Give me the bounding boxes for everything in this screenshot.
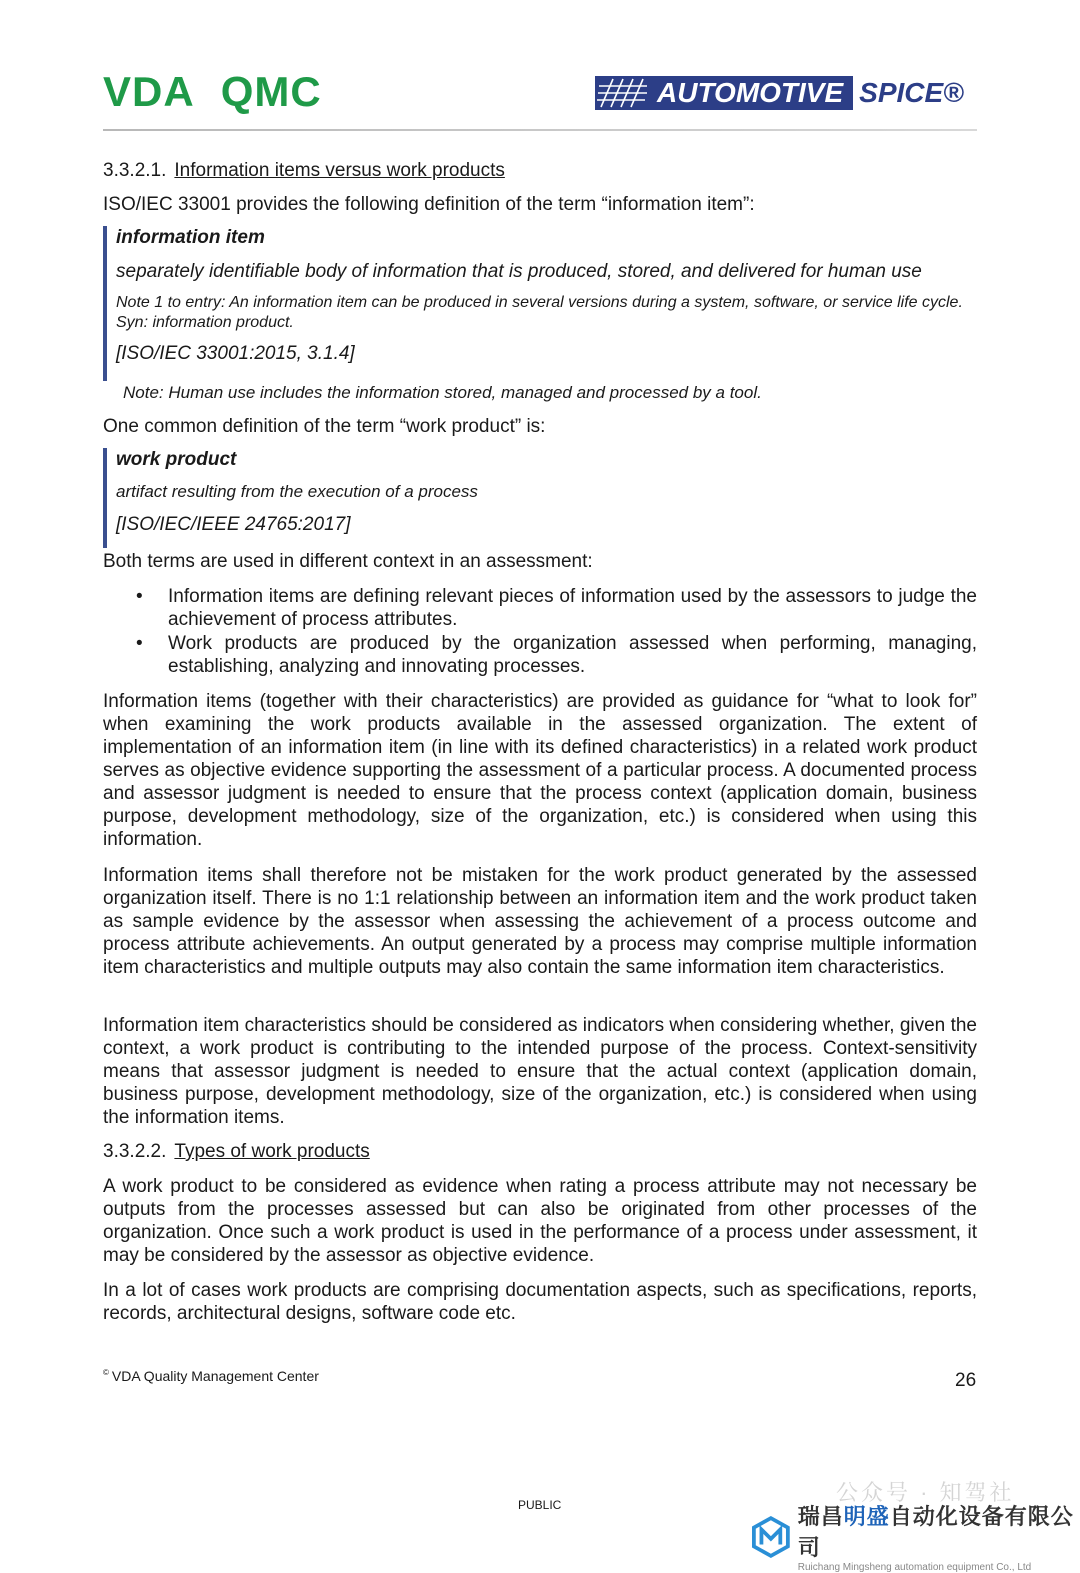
info-items-paragraph-2: Information items shall therefore not be mistaken for the work product generated by the assessed organization itself. There is no 1:1 relationship between an information item and the work product taken as sample evidence by the assessor when assessing the achievement of a process outcome and process attribute achievements. An output generated by a process may comprise multiple information item characteristics and multiple outputs may also contain the same information item characteristics. <box>103 865 977 978</box>
section-number: 3.3.2.1. <box>103 160 167 181</box>
both-terms-paragraph: Both terms are used in different context in an assessment: <box>103 551 593 572</box>
iso-intro-paragraph: ISO/IEC 33001 provides the following definition of the term “information item”: <box>103 194 755 215</box>
list-item: • Work products are produced by the organization assessed when performing, managing, establishing, analyzing and innovating processes. <box>103 632 977 678</box>
company-name-en: Ruichang Mingsheng automation equipment Co., Ltd <box>797 1562 1032 1573</box>
faint-watermark-text: 公众号 · 知驾社 <box>836 1480 1015 1505</box>
vda-logo-text: VDA <box>103 68 195 115</box>
automotive-spice-logo <box>595 76 964 110</box>
vda-qmc-logo <box>103 68 322 116</box>
info-items-paragraph-3: Information item characteristics should be considered as indicators when considering whether, given the context, a work product is contributing to the intended purpose of the process. Context-sensitivity means that assessor judgment is needed to ensure that the actual context (application domain, business purpose, development methodology, size of the organization, etc.) is considered when using the information items. <box>103 1015 977 1128</box>
section-number: 3.3.2.2. <box>103 1141 167 1162</box>
spice-text: SPICE® <box>859 77 964 108</box>
company-logo-icon <box>752 1515 790 1559</box>
definition-text: separately identifiable body of information that is produced, stored, and delivered for human use <box>116 261 922 282</box>
section-title: Types of work products <box>174 1141 370 1162</box>
work-product-intro-paragraph: One common definition of the term “work product” is: <box>103 416 546 437</box>
definition-block-work-product <box>103 448 977 548</box>
list-item: • Information items are defining relevant pieces of information used by the assessors to judge the achievement of process attributes. <box>103 585 977 631</box>
definition-reference: [ISO/IEC 33001:2015, 3.1.4] <box>116 343 355 364</box>
types-paragraph-1: A work product to be considered as evidence when rating a process attribute may not necessary be outputs from the processes assessed but can also be originated from other processes of the organization. Once such a work product is used in the performance of a process under assessment, it may be considered by the assessor as objective evidence. <box>103 1176 977 1266</box>
types-paragraph-2: In a lot of cases work products are comprising documentation aspects, such as specifications, reports, records, architectural designs, software code etc. <box>103 1280 977 1324</box>
automotive-spice-bar <box>595 76 853 110</box>
section-heading-3-3-2-1 <box>103 159 977 182</box>
definition-text: artifact resulting from the execution of a process <box>116 482 478 501</box>
globe-grid-icon <box>597 77 651 109</box>
company-name-cn: 瑞昌明盛自动化设备有限公司 <box>797 1504 1074 1560</box>
definition-term: work product <box>116 449 237 470</box>
definition-reference: [ISO/IEC/IEEE 24765:2017] <box>116 514 351 535</box>
classification-label: PUBLIC <box>518 1498 562 1512</box>
definition-note: Note 1 to entry: An information item can be produced in several versions during a system, software, or service life cycle. Syn: information product. <box>116 294 963 331</box>
bullet-list <box>103 585 977 678</box>
copyright-symbol: © <box>103 1368 109 1378</box>
footer-copyright <box>103 1368 319 1384</box>
info-items-paragraph-1: Information items (together with their characteristics) are provided as guidance for “what to look for” when examining the work products available in the assessed organization. The extent of implementation of an information item (in line with its defined characteristics) in a related work product serves as objective evidence supporting the assessment of a particular process. A documented process and assessor judgment is needed to ensure that the process context (application domain, business purpose, development methodology, size of the organization, etc.) is considered when using this information. <box>103 691 977 850</box>
company-watermark <box>752 1500 1080 1573</box>
qmc-logo-text: QMC <box>220 68 322 115</box>
section-heading-3-3-2-2 <box>103 1140 977 1163</box>
header-divider <box>103 129 977 131</box>
note-human-use: Note: Human use includes the information stored, managed and processed by a tool. <box>123 383 762 402</box>
automotive-text: AUTOMOTIVE <box>657 77 844 108</box>
section-title: Information items versus work products <box>174 160 505 181</box>
definition-term: information item <box>116 227 265 248</box>
definition-block-information-item <box>103 226 977 381</box>
page-number: 26 <box>955 1370 977 1391</box>
footer-org: VDA Quality Management Center <box>111 1368 319 1384</box>
